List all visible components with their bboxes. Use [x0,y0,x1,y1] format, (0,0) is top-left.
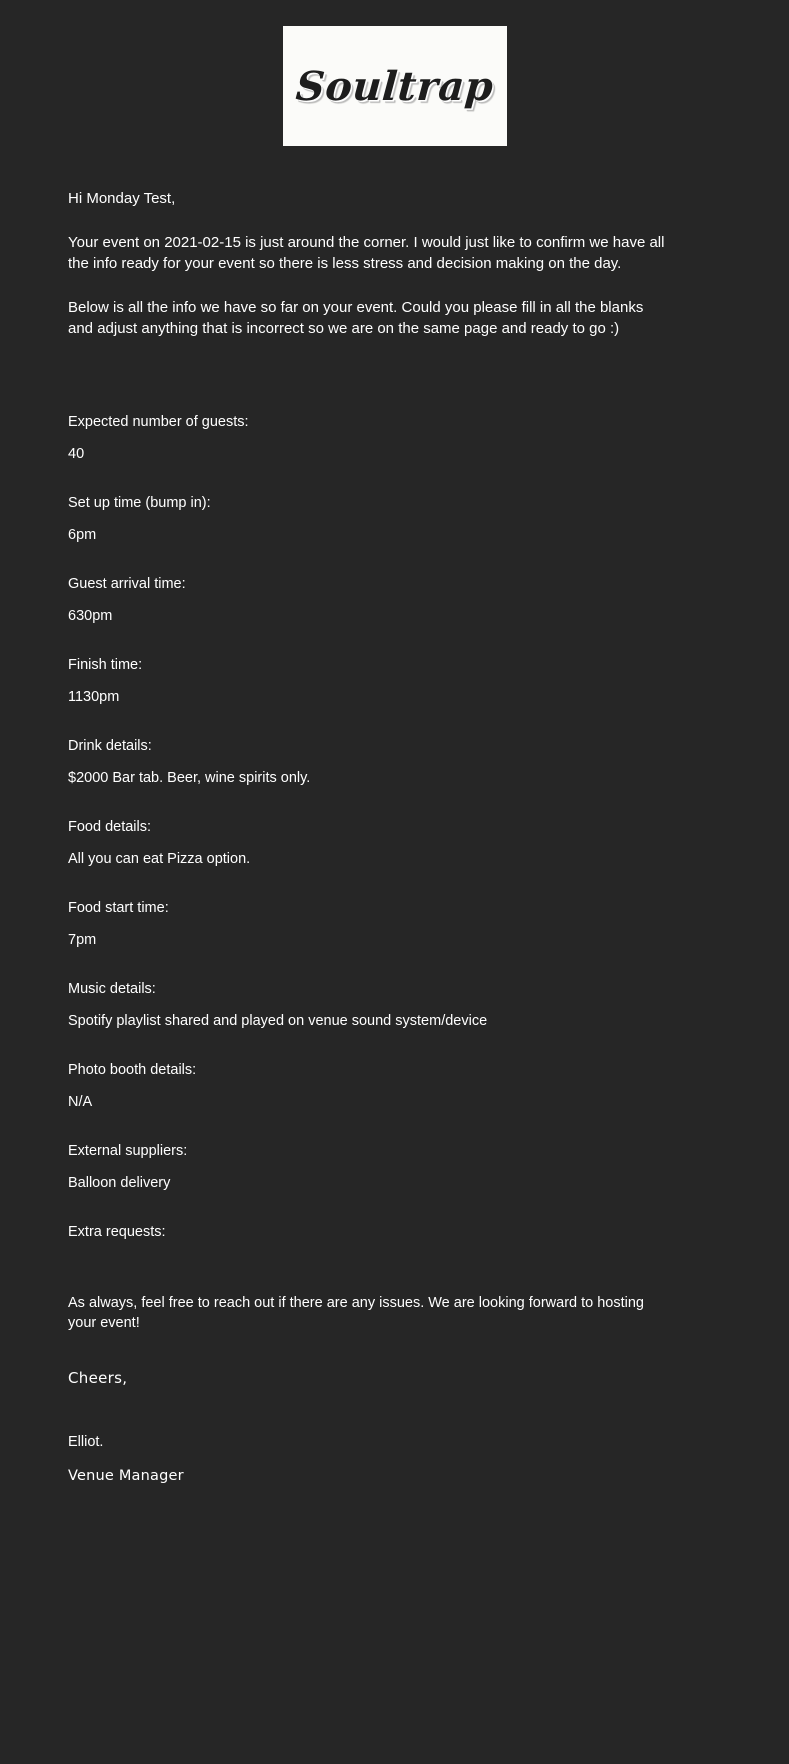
field-value: 6pm [68,527,97,543]
greeting-text: Hi Monday Test, [68,190,176,207]
list-item [68,1193,721,1244]
event-details-list [68,383,721,1244]
list-item [68,869,721,950]
field-value: 630pm [68,608,113,624]
field-label: Drink details: [68,738,152,754]
field-value: 1130pm [68,689,120,705]
field-label: Expected number of guests: [68,414,249,430]
signoff-name: Elliot. [68,1434,104,1450]
instruction-paragraph: Below is all the info we have so far on your event. Could you please fill in all the blanks and adjust anything that is incorrect so we are on the same page and ready to go :) [68,299,644,337]
field-value: 40 [68,446,85,462]
list-item [68,1112,721,1193]
brand-logo-text: Soultrap [294,62,495,110]
list-item [68,1031,721,1112]
field-value: 7pm [68,932,97,948]
field-label: Finish time: [68,657,143,673]
signoff-title: Venue Manager [68,1468,184,1484]
field-value: Spotify playlist shared and played on venue sound system/device [68,1013,488,1029]
list-item [68,545,721,626]
list-item [68,383,721,464]
field-label: External suppliers: [68,1143,188,1159]
field-label: Extra requests: [68,1224,166,1240]
field-value: All you can eat Pizza option. [68,851,251,867]
list-item [68,788,721,869]
field-value: N/A [68,1094,93,1110]
closing-paragraph: As always, feel free to reach out if there are any issues. We are looking forward to hosting your event! [68,1295,644,1331]
intro-paragraph: Your event on 2021-02-15 is just around the corner. I would just like to confirm we have all the info ready for your event so there is less stress and decision making on the day. [68,234,665,272]
list-item [68,707,721,788]
brand-logo [283,26,507,146]
email-content [0,188,789,1486]
field-value: Balloon delivery [68,1175,171,1191]
field-label: Food start time: [68,900,169,916]
field-label: Guest arrival time: [68,576,186,592]
field-label: Music details: [68,981,156,997]
list-item [68,950,721,1031]
field-value: $2000 Bar tab. Beer, wine spirits only. [68,770,311,786]
logo-header [0,26,789,146]
list-item [68,626,721,707]
field-label: Set up time (bump in): [68,495,211,511]
cheers-text: Cheers, [68,1369,128,1387]
list-item [68,464,721,545]
field-label: Food details: [68,819,152,835]
field-label: Photo booth details: [68,1062,197,1078]
